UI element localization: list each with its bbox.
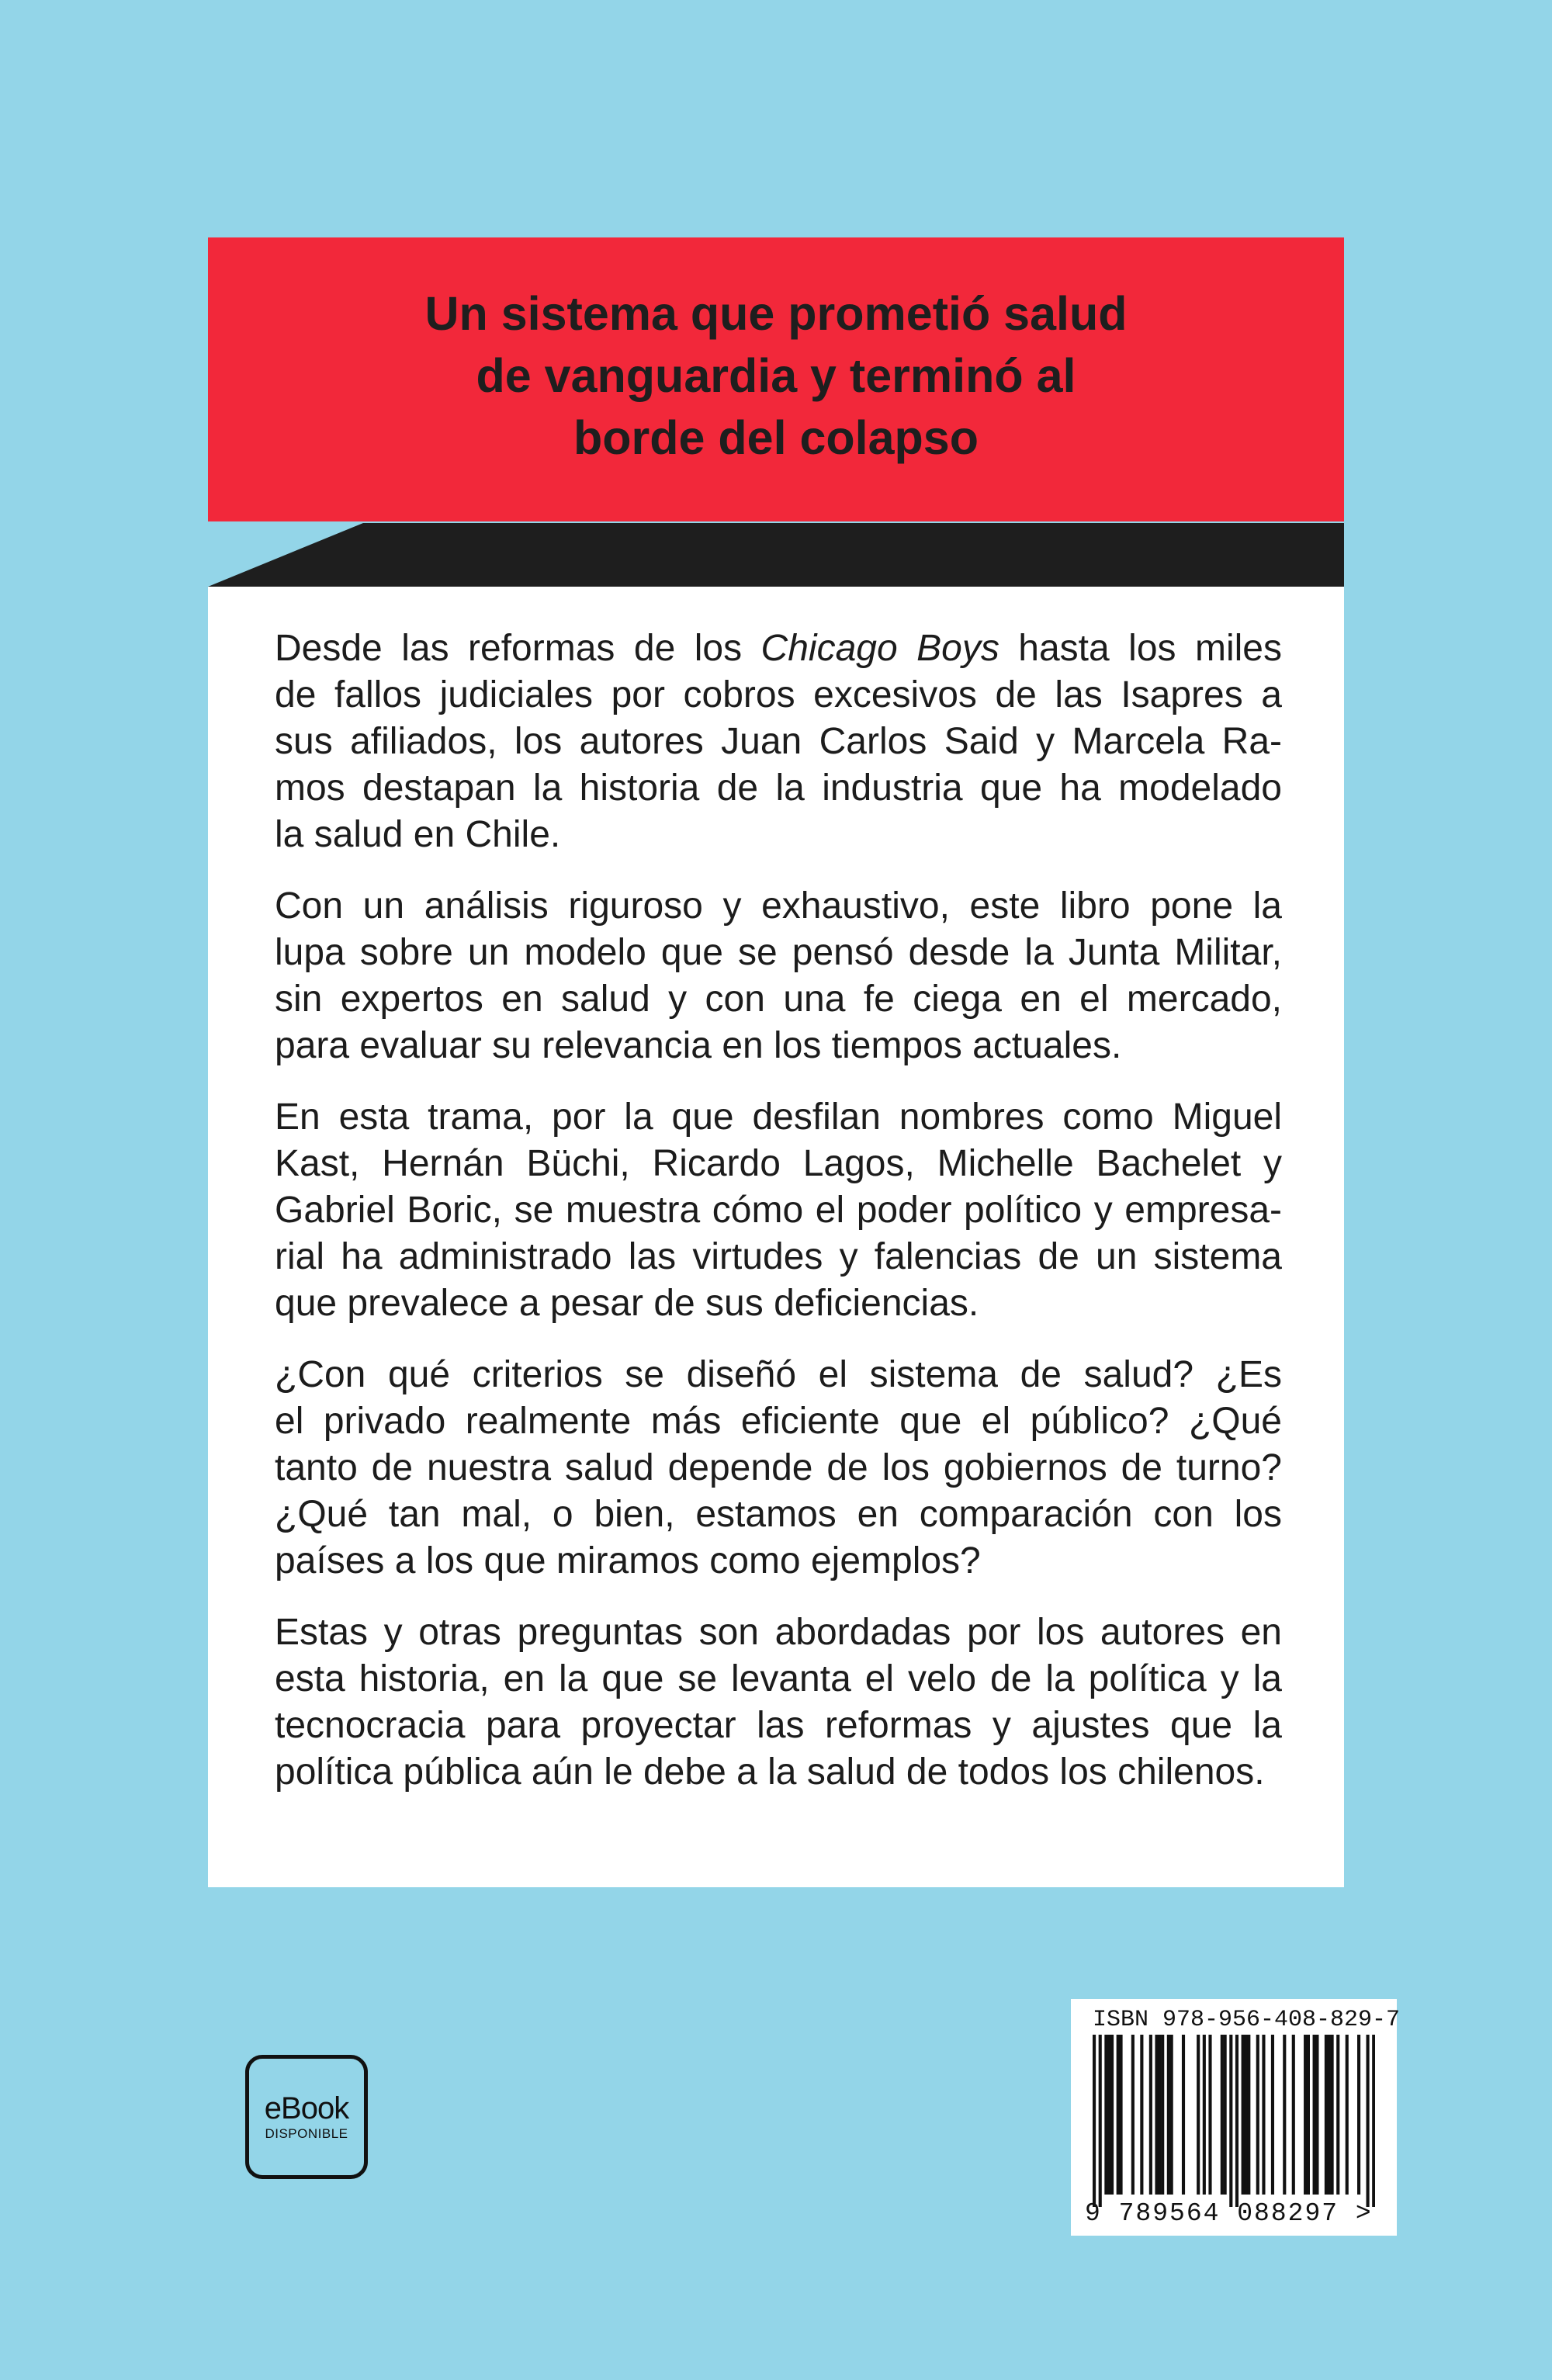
barcode-bar — [1328, 2035, 1331, 2195]
text-line: En esta trama, por la que desfilan nombres como Miguel — [275, 1096, 1282, 1138]
ebook-badge — [245, 2055, 368, 2179]
barcode-bar — [1315, 2035, 1318, 2195]
synopsis-paragraph-4 — [275, 1352, 1282, 1585]
barcode-bar — [1197, 2035, 1200, 2195]
barcode-icon — [1093, 2035, 1375, 2207]
synopsis-paragraph-5 — [275, 1609, 1282, 1796]
barcode-bar — [1119, 2035, 1122, 2195]
barcode-bar — [1170, 2035, 1173, 2195]
barcode-bar — [1161, 2035, 1164, 2195]
barcode-bar — [1117, 2035, 1120, 2195]
isbn-label: ISBN 978-956-408-829-7 — [1093, 2007, 1401, 2033]
headline-line-2: de vanguardia y terminó al — [476, 349, 1076, 402]
text-line: lupa sobre un modelo que se pensó desde la Junta Militar, — [275, 932, 1282, 973]
ebook-badge-subtitle: DISPONIBLE — [265, 2126, 348, 2141]
barcode-bar — [1110, 2035, 1114, 2195]
barcode-bar — [1203, 2035, 1206, 2195]
barcode-bar — [1235, 2035, 1238, 2207]
headline-line-1: Un sistema que prometió salud — [424, 287, 1128, 340]
ebook-badge-title: eBook — [264, 2091, 349, 2125]
barcode-bar — [1229, 2035, 1232, 2207]
barcode-bar — [1292, 2035, 1295, 2195]
text-line: Estas y otras preguntas son abordadas por los autores en — [275, 1612, 1282, 1653]
barcode-bar — [1242, 2035, 1245, 2195]
text-line: la salud en Chile. — [275, 814, 561, 855]
barcode-bar — [1367, 2035, 1370, 2207]
text-line: de fallos judiciales por cobros excesivos de las Isapres a — [275, 674, 1282, 715]
barcode-bar — [1093, 2035, 1096, 2207]
barcode-bar — [1155, 2035, 1158, 2195]
barcode-bar — [1131, 2035, 1135, 2195]
text-line: países a los que miramos como ejemplos? — [275, 1540, 981, 1581]
synopsis-paragraph-2 — [275, 883, 1282, 1069]
text-line: Gabriel Boric, se muestra cómo el poder político y empresa- — [275, 1190, 1282, 1231]
text-line: Con un análisis riguroso y exhaustivo, este libro pone la — [275, 885, 1282, 927]
barcode-bar — [1283, 2035, 1286, 2195]
barcode-bar — [1208, 2035, 1211, 2195]
barcode-bar — [1247, 2035, 1250, 2195]
headline-line-3: borde del colapso — [573, 411, 979, 464]
text-line: Kast, Hernán Büchi, Ricardo Lagos, Michelle Bachelet y — [275, 1143, 1282, 1184]
barcode-bar — [1182, 2035, 1185, 2195]
barcode-bar — [1104, 2035, 1107, 2195]
barcode-bar — [1307, 2035, 1310, 2195]
text-line: Desde las reformas de los Chicago Boys hasta los miles — [275, 628, 1282, 669]
text-line: tanto de nuestra salud depende de los gobiernos de turno? — [275, 1447, 1282, 1488]
isbn-barcode-block — [1071, 1999, 1401, 2236]
barcode-bar — [1325, 2035, 1328, 2195]
barcode-bar — [1346, 2035, 1349, 2195]
synopsis-paragraph-3 — [275, 1094, 1282, 1327]
barcode-bar — [1107, 2035, 1110, 2195]
barcode-bar — [1313, 2035, 1316, 2195]
barcode-bar — [1331, 2035, 1334, 2195]
text-line: ¿Qué tan mal, o bien, estamos en comparación con los — [275, 1494, 1282, 1535]
barcode-bar — [1158, 2035, 1161, 2195]
text-line: que prevalece a pesar de sus deficiencias. — [275, 1283, 979, 1324]
text-line: para evaluar su relevancia en los tiempos actuales. — [275, 1025, 1122, 1066]
barcode-bar — [1167, 2035, 1170, 2195]
text-line: política pública aún le debe a la salud de todos los chilenos. — [275, 1751, 1265, 1793]
barcode-bar — [1304, 2035, 1307, 2195]
barcode-bar — [1224, 2035, 1227, 2195]
text-line: tecnocracia para proyectar las reformas y ajustes que la — [275, 1705, 1282, 1746]
barcode-bar — [1262, 2035, 1265, 2195]
barcode-bar — [1099, 2035, 1102, 2207]
barcode-bar — [1271, 2035, 1274, 2195]
synopsis-paragraph-1 — [275, 625, 1282, 858]
ean-digits: 9 789564 088297 > — [1085, 2199, 1373, 2228]
text-line: sin expertos en salud y con una fe ciega en el mercado, — [275, 979, 1282, 1020]
text-line: ¿Con qué criterios se diseñó el sistema de salud? ¿Es — [275, 1354, 1282, 1395]
text-line: esta historia, en la que se levanta el velo de la política y la — [275, 1658, 1282, 1699]
barcode-bar — [1149, 2035, 1152, 2195]
barcode-bar — [1357, 2035, 1360, 2195]
barcode-bar — [1372, 2035, 1375, 2207]
synopsis-panel — [208, 587, 1344, 1887]
text-line: rial ha administrado las virtudes y falencias de un sistema — [275, 1236, 1282, 1277]
text-line: sus afiliados, los autores Juan Carlos Said y Marcela Ra- — [275, 721, 1282, 762]
headline-banner — [208, 237, 1344, 523]
text-line: el privado realmente más eficiente que el público? ¿Qué — [275, 1401, 1282, 1442]
barcode-bar — [1244, 2035, 1247, 2195]
barcode-bar — [1140, 2035, 1143, 2195]
barcode-bar — [1256, 2035, 1259, 2195]
chicago-boys-italic: Chicago Boys — [760, 628, 999, 669]
text-line: mos destapan la historia de la industria que ha modelado — [275, 767, 1282, 809]
barcode-bar — [1221, 2035, 1224, 2195]
banner-shadow-wedge — [208, 521, 1344, 587]
barcode-bar — [1336, 2035, 1339, 2195]
